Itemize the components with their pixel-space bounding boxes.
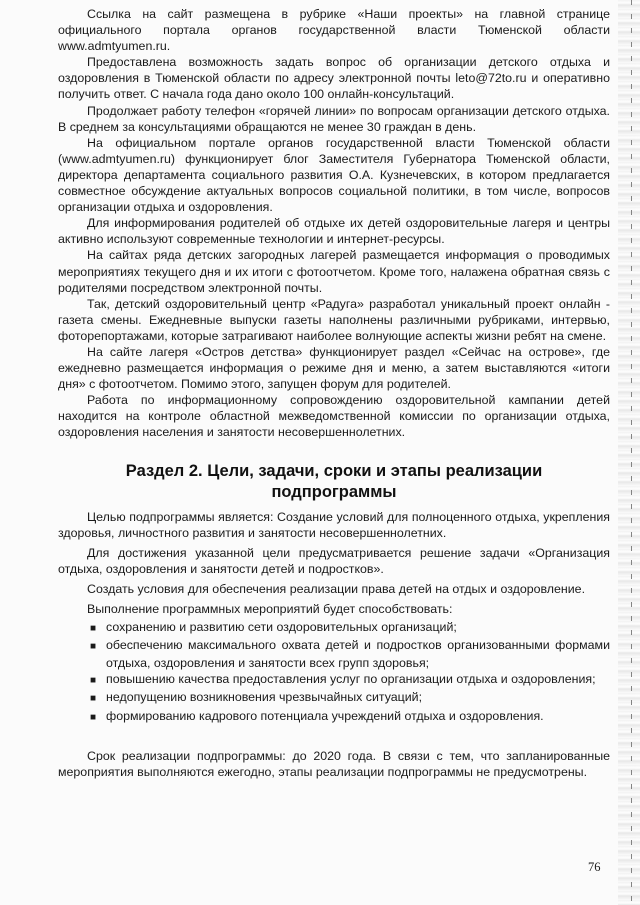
list-item-text: недопущению возникновения чрезвычайных ситуаций; — [106, 690, 423, 705]
paragraph-raduga: Так, детский оздоровительный центр «Радуга» разработал уникальный проект онлайн - газета смены. Ежедневные выпуски газеты наполнены различными рубриками, интервью, фоторепортажами, которые затрагивают наиболее волнующие аспекты жизни ребят на смене. — [58, 296, 610, 343]
bullet-icon: ■ — [90, 623, 97, 635]
bullet-icon: ■ — [90, 711, 97, 723]
bullet-icon: ■ — [90, 675, 97, 687]
list-item-text: обеспечению максимального охвата детей и подростков организованными формами отдыха, оздоровления и занятости всех групп здоровья; — [106, 638, 610, 671]
scan-edge-artifact — [618, 0, 640, 905]
list-item-text: повышению качества предоставления услуг по организации отдыха и оздоровления; — [106, 672, 596, 687]
paragraph-blog: На официальном портале органов государственной власти Тюменской области (www.admtyumen.ru) функционирует блог Заместителя Губернатора Тюменской области, директора департамента социального развития О.А. Кузнечевских, в котором предлагается совместное обсуждение актуальных вопросов социальной политики, в том числе, вопросов организации отдыха и оздоровления. — [58, 135, 610, 215]
list-item-text: формированию кадрового потенциала учреждений отдыха и оздоровления. — [106, 708, 544, 723]
page-number: 76 — [588, 860, 601, 874]
paragraph-implementation-period: Срок реализации подпрограммы: до 2020 года. В связи с тем, что запланированные мероприятия выполняются ежегодно, этапы реализации подпрограммы не предусмотрены. — [58, 748, 610, 779]
paragraph-goal: Целью подпрограммы является: Создание условий для полноценного отдыха, укрепления здоровья, личностного развития и занятости несовершеннолетних. — [58, 509, 610, 540]
paragraph-ostrov-detstva: На сайте лагеря «Остров детства» функционирует раздел «Сейчас на острове», где ежедневно размещается информация о режиме дня и меню, а затем выставляются «итоги дня» с фотоотчетом. Помимо этого, запущен форум для родителей. — [58, 344, 610, 392]
list-item-text: сохранению и развитию сети оздоровительных организаций; — [106, 620, 457, 635]
list-item — [58, 689, 610, 707]
paragraph-commission-control: Работа по информационному сопровождению оздоровительной кампании детей находится на контроле областной межведомственной комиссии по организации отдыха, оздоровления населения и занятости несовершеннолетних. — [58, 393, 610, 440]
section-heading: Раздел 2. Цели, задачи, сроки и этапы реализации подпрограммы — [125, 461, 543, 501]
list-item — [58, 671, 610, 689]
paragraph-website-link: Ссылка на сайт размещена в рубрике «Наши проекты» на главной странице официального портала органов государственной власти Тюменской области www.admtyumen.ru. — [58, 7, 610, 54]
bullet-icon: ■ — [90, 693, 97, 705]
list-item — [58, 708, 610, 726]
paragraph-camp-sites: На сайтах ряда детских загородных лагерей размещается информация о проводимых мероприятиях текущего дня и их итоги с фотоотчетом. Кроме того, налажена обратная связь с родителями посредством электронной почты. — [58, 248, 610, 295]
document-body — [58, 6, 610, 780]
paragraph-task: Для достижения указанной цели предусматривается решение задачи «Организация отдыха, оздоровления и занятости детей и подростков». — [58, 545, 610, 576]
bullet-list — [58, 619, 610, 726]
bullet-icon: ■ — [90, 641, 97, 653]
list-item — [58, 637, 610, 671]
paragraph-email-question: Предоставлена возможность задать вопрос об организации детского отдыха и оздоровления в Тюменской области по адресу электронной почты leto@72to.ru и оперативно получить ответ. С начала года дано около 100 онлайн-консультаций. — [58, 55, 610, 102]
list-item — [58, 619, 610, 637]
paragraph-conditions: Создать условия для обеспечения реализации права детей на отдых и оздоровление. — [87, 581, 586, 596]
paragraph-parents-info: Для информирования родителей об отдыхе их детей оздоровительные лагеря и центры активно используют современные технологии и интернет-ресурсы. — [58, 216, 610, 247]
paragraph-measures-intro: Выполнение программных мероприятий будет способствовать: — [87, 602, 453, 616]
paragraph-hotline: Продолжает работу телефон «горячей линии» по вопросам организации детского отдыха. В среднем за консультациями обращаются не менее 30 граждан в день. — [58, 103, 610, 134]
